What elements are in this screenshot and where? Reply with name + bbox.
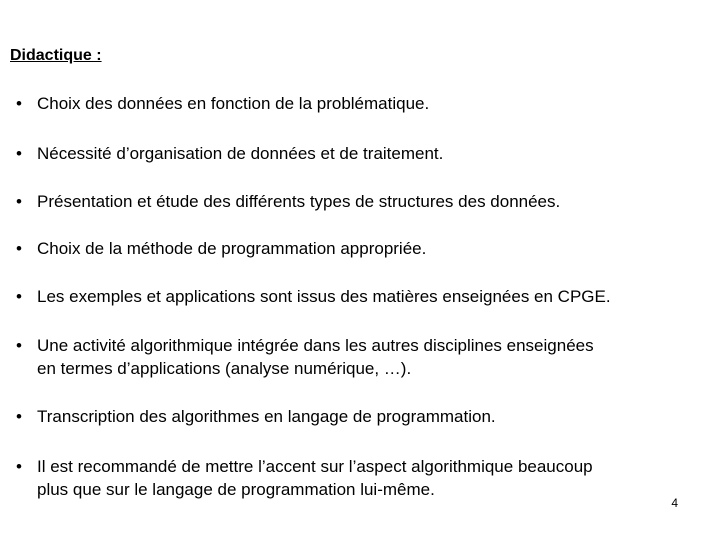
bullet-text: Présentation et étude des différents types de structures des données. xyxy=(37,192,561,211)
bullet-item xyxy=(10,285,710,308)
bullet-text: Choix de la méthode de programmation appropriée. xyxy=(37,239,427,258)
bullet-text: Il est recommandé de mettre l’accent sur l’aspect algorithmique beaucoup xyxy=(37,457,593,476)
slide-title: Didactique : xyxy=(10,47,102,64)
bullet-text: Les exemples et applications sont issus des matières enseignées en CPGE. xyxy=(37,287,611,306)
bullet-item xyxy=(10,237,710,260)
bullet-dot: • xyxy=(16,287,22,306)
bullet-dot: • xyxy=(16,144,22,163)
bullet-item xyxy=(10,334,710,380)
bullet-text: Une activité algorithmique intégrée dans les autres disciplines enseignées xyxy=(37,336,594,355)
bullet-text: Transcription des algorithmes en langage de programmation. xyxy=(37,407,496,426)
bullet-text-continued: en termes d’applications (analyse numérique, …). xyxy=(37,359,412,378)
bullet-item xyxy=(10,142,710,165)
bullet-text-continued: plus que sur le langage de programmation lui-même. xyxy=(37,480,435,499)
page-number: 4 xyxy=(671,496,678,510)
bullet-item xyxy=(10,190,710,213)
bullet-dot: • xyxy=(16,407,22,426)
bullet-item xyxy=(10,455,710,501)
bullet-item xyxy=(10,92,710,115)
bullet-dot: • xyxy=(16,239,22,258)
bullet-text: Choix des données en fonction de la problématique. xyxy=(37,94,430,113)
bullet-dot: • xyxy=(16,94,22,113)
bullet-dot: • xyxy=(16,457,22,476)
bullet-text: Nécessité d’organisation de données et de traitement. xyxy=(37,144,444,163)
bullet-item xyxy=(10,405,710,428)
bullet-dot: • xyxy=(16,336,22,355)
bullet-dot: • xyxy=(16,192,22,211)
